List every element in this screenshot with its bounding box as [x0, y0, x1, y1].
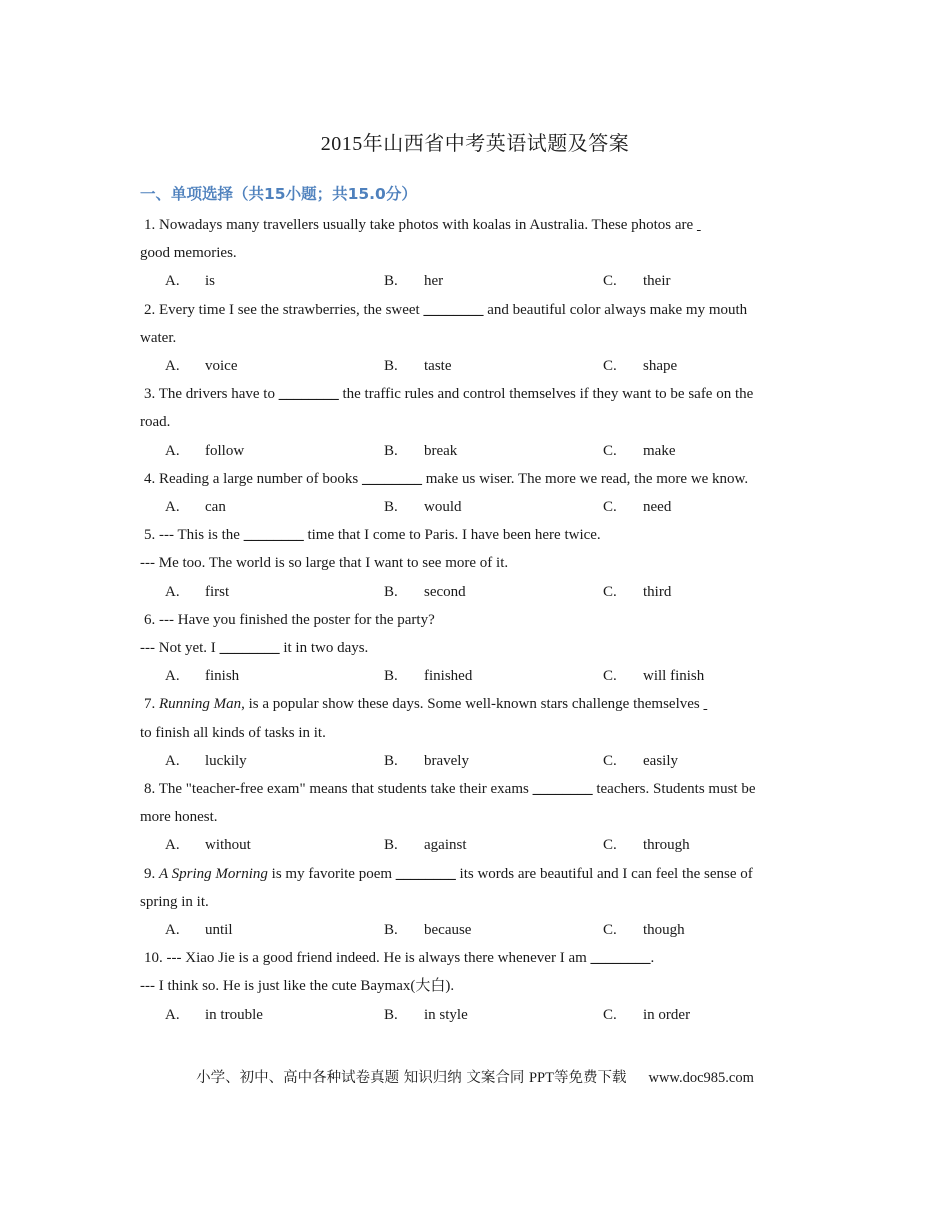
- option-letter: C.: [603, 358, 617, 374]
- options-row: [140, 493, 812, 521]
- question-list: [140, 211, 812, 1029]
- option-text: will finish: [643, 668, 705, 685]
- option-text: bravely: [424, 752, 469, 769]
- question-continuation: good memories.: [140, 245, 237, 262]
- question-text: --- This is the: [159, 527, 244, 544]
- section-heading: 一、单项选择（共15小题；共15.0分）: [140, 185, 417, 203]
- option-text: third: [643, 583, 672, 600]
- options-row: [140, 578, 812, 606]
- option-letter: A.: [165, 498, 180, 515]
- option-letter: C.: [603, 921, 617, 938]
- option-text: in trouble: [205, 1006, 263, 1023]
- question-text: --- Xiao Jie is a good friend indeed. He is always there whenever I am: [166, 950, 591, 967]
- option-letter: A.: [165, 921, 180, 938]
- options-row: [140, 437, 812, 465]
- option-text: first: [205, 583, 230, 600]
- option-letter: A.: [165, 1006, 180, 1023]
- question-text: --- Not yet. I: [140, 639, 220, 656]
- option-letter: A.: [165, 668, 180, 685]
- option-text: need: [643, 498, 672, 515]
- option-letter: B.: [384, 583, 398, 600]
- options-row: [140, 916, 812, 944]
- question-continuation: road.: [140, 414, 171, 431]
- option-text: can: [205, 498, 226, 515]
- options-row: [140, 662, 812, 690]
- option-letter: C.: [603, 442, 617, 459]
- answer-blank: ________: [423, 301, 484, 318]
- option-letter: A.: [165, 273, 180, 290]
- option-text: because: [424, 921, 472, 938]
- question-9: [140, 860, 812, 888]
- option-text: through: [643, 837, 690, 854]
- question-8: [140, 775, 812, 803]
- option-letter: C.: [603, 668, 617, 685]
- question-10: [140, 944, 812, 972]
- question-text: The "teacher-free exam" means that students take their exams: [158, 780, 533, 797]
- option-text: voice: [205, 358, 238, 374]
- question-3: [140, 380, 812, 408]
- question-number: 9.: [144, 865, 159, 882]
- question-text: --- Have you finished the poster for the party?: [159, 611, 435, 628]
- question-continuation: [140, 634, 812, 662]
- question-title-italic: A Spring Morning: [159, 865, 268, 882]
- option-letter: B.: [384, 752, 398, 769]
- option-text: finish: [205, 668, 240, 685]
- question-number: 6.: [144, 611, 159, 628]
- question-text: make us wiser. The more we read, the more we know.: [422, 470, 749, 487]
- footer: [0, 1066, 950, 1087]
- question-1: [140, 211, 812, 239]
- question-continuation: to finish all kinds of tasks in it.: [140, 724, 326, 741]
- option-text: taste: [424, 358, 452, 374]
- option-text: is: [205, 273, 216, 290]
- question-text: , is a popular show these days. Some well-known stars challenge themselves: [241, 696, 704, 713]
- option-letter: A.: [165, 837, 180, 854]
- option-text: make: [643, 442, 676, 459]
- answer-blank: ________: [243, 527, 304, 544]
- options-row: [140, 267, 812, 295]
- option-letter: B.: [384, 668, 398, 685]
- question-text: it in two days.: [279, 639, 369, 656]
- option-text: break: [424, 442, 458, 459]
- question-text: its words are beautiful and I can feel the sense of: [455, 865, 753, 882]
- question-text: is my favorite poem: [267, 865, 396, 882]
- option-letter: A.: [165, 583, 180, 600]
- question-continuation: spring in it.: [140, 893, 209, 910]
- question-number: 3.: [144, 386, 159, 403]
- footer-text: 小学、初中、高中各种试卷真题 知识归纳 文案合同 PPT等免费下载: [196, 1070, 627, 1086]
- question-continuation: more honest.: [140, 809, 218, 826]
- question-number: 5.: [144, 527, 159, 544]
- question-number: 7.: [144, 696, 159, 713]
- option-letter: C.: [603, 752, 617, 769]
- options-row: [140, 1001, 812, 1029]
- option-letter: C.: [603, 498, 617, 515]
- option-text: finished: [424, 668, 473, 685]
- question-number: 4.: [144, 470, 159, 487]
- question-continuation: --- Me too. The world is so large that I want to see more of it.: [140, 555, 509, 572]
- option-text: against: [424, 837, 467, 854]
- option-text: though: [643, 921, 685, 938]
- answer-blank: [703, 696, 707, 712]
- question-5: [140, 521, 812, 549]
- option-letter: A.: [165, 442, 180, 459]
- answer-blank: ________: [278, 386, 339, 403]
- question-text: time that I come to Paris. I have been here twice.: [303, 527, 601, 544]
- footer-site[interactable]: www.doc985.com: [648, 1070, 754, 1086]
- option-letter: A.: [165, 358, 180, 374]
- question-text: teachers. Students must be: [592, 780, 756, 797]
- options-row: [140, 352, 812, 380]
- option-letter: B.: [384, 1006, 398, 1023]
- option-letter: B.: [384, 837, 398, 854]
- question-number: 2.: [144, 301, 159, 318]
- option-letter: C.: [603, 837, 617, 854]
- answer-blank: [697, 217, 701, 233]
- option-letter: C.: [603, 1006, 617, 1023]
- option-text: would: [424, 498, 462, 515]
- answer-blank: ________: [590, 950, 651, 967]
- question-4: [140, 465, 812, 493]
- option-letter: B.: [384, 358, 398, 374]
- question-text: .: [650, 950, 655, 967]
- option-text: until: [205, 921, 233, 938]
- question-number: 1.: [144, 217, 159, 233]
- question-number: 10.: [144, 950, 167, 967]
- answer-blank: ________: [532, 780, 593, 797]
- question-text: Nowadays many travellers usually take photos with koalas in Australia. These photos are: [159, 217, 697, 233]
- option-letter: B.: [384, 273, 398, 290]
- page-title: 2015年山西省中考英语试题及答案: [320, 133, 630, 155]
- question-6: [140, 606, 812, 634]
- option-letter: B.: [384, 921, 398, 938]
- option-text: follow: [205, 442, 245, 459]
- option-text: second: [424, 583, 466, 600]
- question-text: Every time I see the strawberries, the sweet: [159, 301, 424, 318]
- option-letter: B.: [384, 442, 398, 459]
- option-letter: C.: [603, 273, 617, 290]
- question-7: [140, 690, 812, 718]
- question-text: The drivers have to: [158, 386, 279, 403]
- question-2: [140, 296, 812, 324]
- option-letter: B.: [384, 498, 398, 515]
- question-title-italic: Running Man: [159, 696, 242, 713]
- options-row: [140, 831, 812, 859]
- option-text: luckily: [205, 752, 247, 769]
- question-text: Reading a large number of books: [159, 470, 363, 487]
- options-row: [140, 747, 812, 775]
- option-text: their: [643, 273, 671, 290]
- option-text: without: [205, 837, 251, 854]
- question-text: and beautiful color always make my mouth: [483, 301, 748, 318]
- option-letter: A.: [165, 752, 180, 769]
- answer-blank: ________: [362, 470, 423, 487]
- answer-blank: ________: [219, 639, 280, 656]
- question-number: 8.: [144, 780, 159, 797]
- option-text: her: [424, 273, 444, 290]
- option-letter: C.: [603, 583, 617, 600]
- question-continuation: water.: [140, 329, 177, 346]
- question-continuation: --- I think so. He is just like the cute Baymax(大白).: [140, 978, 455, 995]
- option-text: shape: [643, 358, 678, 374]
- option-text: in order: [643, 1006, 691, 1023]
- question-text: the traffic rules and control themselves if they want to be safe on the: [338, 386, 754, 403]
- answer-blank: ________: [395, 865, 456, 882]
- option-text: in style: [424, 1006, 468, 1023]
- option-text: easily: [643, 752, 678, 769]
